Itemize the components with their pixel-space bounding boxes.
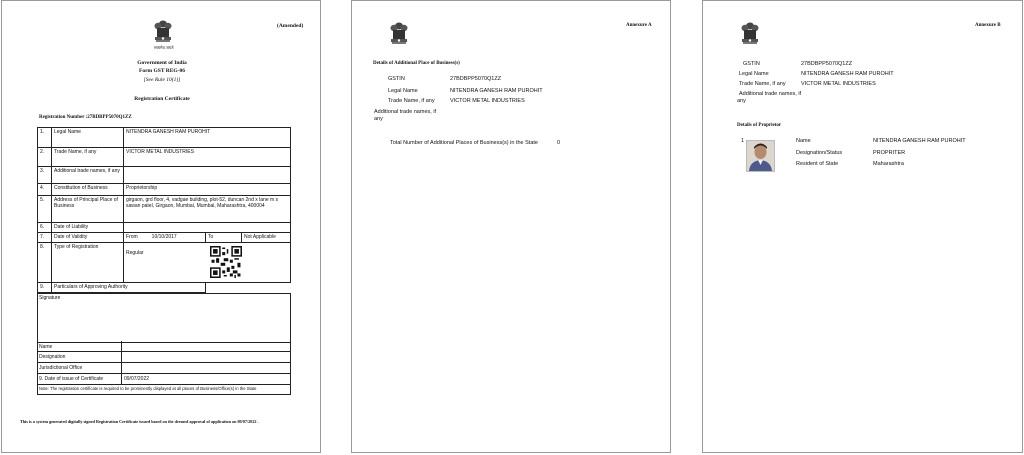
amended-label: (Amended) — [277, 23, 304, 29]
legal-name-label: Legal Name — [739, 71, 769, 77]
designation-label: Designation/Status — [796, 150, 843, 156]
table-row — [38, 148, 291, 167]
liability-label: Date of Liability — [52, 223, 124, 233]
address-label — [52, 196, 124, 223]
signature-box — [37, 293, 291, 343]
designation-value: PROPRITER — [873, 150, 906, 156]
trade-name-value: VICTOR METAL INDUSTRIES — [801, 81, 876, 87]
legal-name-value: NITENDRA GANESH RAM PUROHIT — [124, 128, 291, 148]
liability-value — [124, 223, 291, 233]
name-value: NITENDRA GANESH RAM PUROHIT — [873, 138, 966, 144]
total-places-label: Total Number of Additional Places of Business(s) in the State — [390, 140, 538, 146]
address-value — [124, 196, 291, 223]
constitution-label: Constitution of Business — [52, 184, 124, 196]
state-value: Maharashtra — [873, 161, 904, 167]
additional-trade-label-cont: any — [374, 116, 383, 122]
section-heading: Details of Proprietor — [737, 123, 782, 128]
rule-ref: [See Rule 10(1)] — [143, 77, 181, 83]
validity-from — [124, 233, 206, 243]
national-emblem-icon — [739, 17, 761, 51]
proprietor-index: 1 — [741, 138, 745, 144]
gstin-label: GSTIN — [743, 61, 760, 67]
additional-trade-label: Additional trade names, if any — [52, 167, 124, 184]
row-number: 2. — [38, 148, 52, 167]
legal-name-label: Legal Name — [52, 128, 124, 148]
certificate-page — [1, 0, 321, 453]
row-number: 8. — [38, 243, 52, 283]
trade-name-label: Trade Name, if any — [52, 148, 124, 167]
annexure-label: Annexure A — [626, 23, 652, 28]
blank-cell — [206, 283, 291, 293]
table-row — [38, 184, 291, 196]
additional-trade-label-cont: any — [737, 98, 746, 104]
signature-label: Signature — [39, 295, 61, 301]
row-number: 1. — [38, 128, 52, 148]
annexure-b-page — [702, 0, 1023, 453]
registration-type-value: Regular — [126, 250, 144, 256]
additional-trade-value — [124, 167, 291, 184]
proprietor-photo — [746, 140, 775, 172]
table-row — [38, 128, 291, 148]
to-value: Not Applicable — [242, 233, 291, 243]
table-row — [38, 167, 291, 184]
section-heading: Details of Additional Place of Business(s) — [373, 61, 460, 66]
registration-type-cell — [124, 243, 291, 283]
table-row — [38, 223, 291, 233]
registration-number: Registration Number :27BDBPP5070Q1ZZ — [39, 115, 132, 120]
emblem-caption: सत्यमेव जयते — [154, 45, 174, 50]
from-date: 10/10/2017 — [151, 234, 177, 240]
row-number: 7. — [38, 233, 52, 243]
row-number: 9. — [38, 283, 52, 293]
registration-type-label: Type of Registration — [52, 243, 124, 283]
additional-trade-label: Additional trade names, if — [739, 91, 802, 97]
row-number: 5. — [38, 196, 52, 223]
address-line: sawan patel, Girgaon, Mumbai, Mumbai, Maharashtra, 400004 — [126, 203, 265, 209]
legal-name-label: Legal Name — [388, 88, 418, 94]
annexure-label: Annexure B — [975, 23, 1001, 28]
address-label-line: Address of Principal Place of — [54, 197, 118, 203]
designation-label: Designation — [39, 354, 66, 360]
annexure-a-page — [351, 0, 671, 453]
authority-details — [37, 341, 291, 395]
validity-label: Date of Validity — [52, 233, 124, 243]
certificate-title: Registration Certificate — [134, 96, 190, 102]
qr-code-icon — [210, 246, 242, 278]
issue-date-label: 9. Date of issue of Certificate — [39, 376, 104, 382]
constitution-value: Proprietorship — [124, 184, 291, 196]
total-places-value: 0 — [557, 140, 561, 146]
national-emblem-icon — [388, 17, 410, 51]
display-note: Note: The registration certificate is required to be prominently displayed at all places of Business/Office(s) in the State — [39, 386, 257, 391]
legal-name-value: NITENDRA GANESH RAM PUROHIT — [450, 88, 543, 94]
table-row — [38, 283, 291, 293]
additional-trade-label: Additional trade names, if — [374, 109, 437, 115]
name-label: Name — [39, 344, 53, 350]
to-label: To — [206, 233, 242, 243]
from-label: From — [126, 234, 138, 240]
gov-title: Government of India — [137, 60, 187, 66]
trade-name-label: Trade Name, if any — [739, 81, 786, 87]
legal-name-value: NITENDRA GANESH RAM PUROHIT — [801, 71, 894, 77]
trade-name-value: VICTOR METAL INDUSTRIES — [124, 148, 291, 167]
form-title: Form GST REG-06 — [138, 68, 186, 74]
state-label: Resident of State — [796, 161, 839, 167]
gstin-value: 27BDBPP5070Q1ZZ — [801, 61, 853, 67]
approving-authority-label: Particulars of Approving Authority — [52, 283, 206, 293]
name-label: Name — [796, 138, 811, 144]
table-row — [38, 233, 291, 243]
trade-name-value: VICTOR METAL INDUSTRIES — [450, 98, 525, 104]
registration-table — [37, 127, 291, 293]
row-number: 3. — [38, 167, 52, 184]
row-number: 6. — [38, 223, 52, 233]
address-line: girgaon, grd floor, 4, vadgae building, plot-52, duncan 2nd x lane m s — [126, 197, 279, 203]
gstin-value: 27BDBPP5070Q1ZZ — [450, 76, 502, 82]
national-emblem-icon — [152, 15, 174, 49]
footer-note: This is a system generated digitally signed Registration Certificate issued based on the deemed approval of application on 09/07/2022 . — [20, 419, 259, 424]
address-label-line: Business — [54, 203, 75, 209]
table-row — [38, 196, 291, 223]
jurisdictional-label: Jurisdictional Office — [39, 365, 83, 371]
row-number: 4. — [38, 184, 52, 196]
trade-name-label: Trade Name, if any — [388, 98, 435, 104]
table-row — [38, 243, 291, 283]
gstin-label: GSTIN — [388, 76, 405, 82]
issue-date-value: 09/07/2022 — [124, 376, 150, 382]
